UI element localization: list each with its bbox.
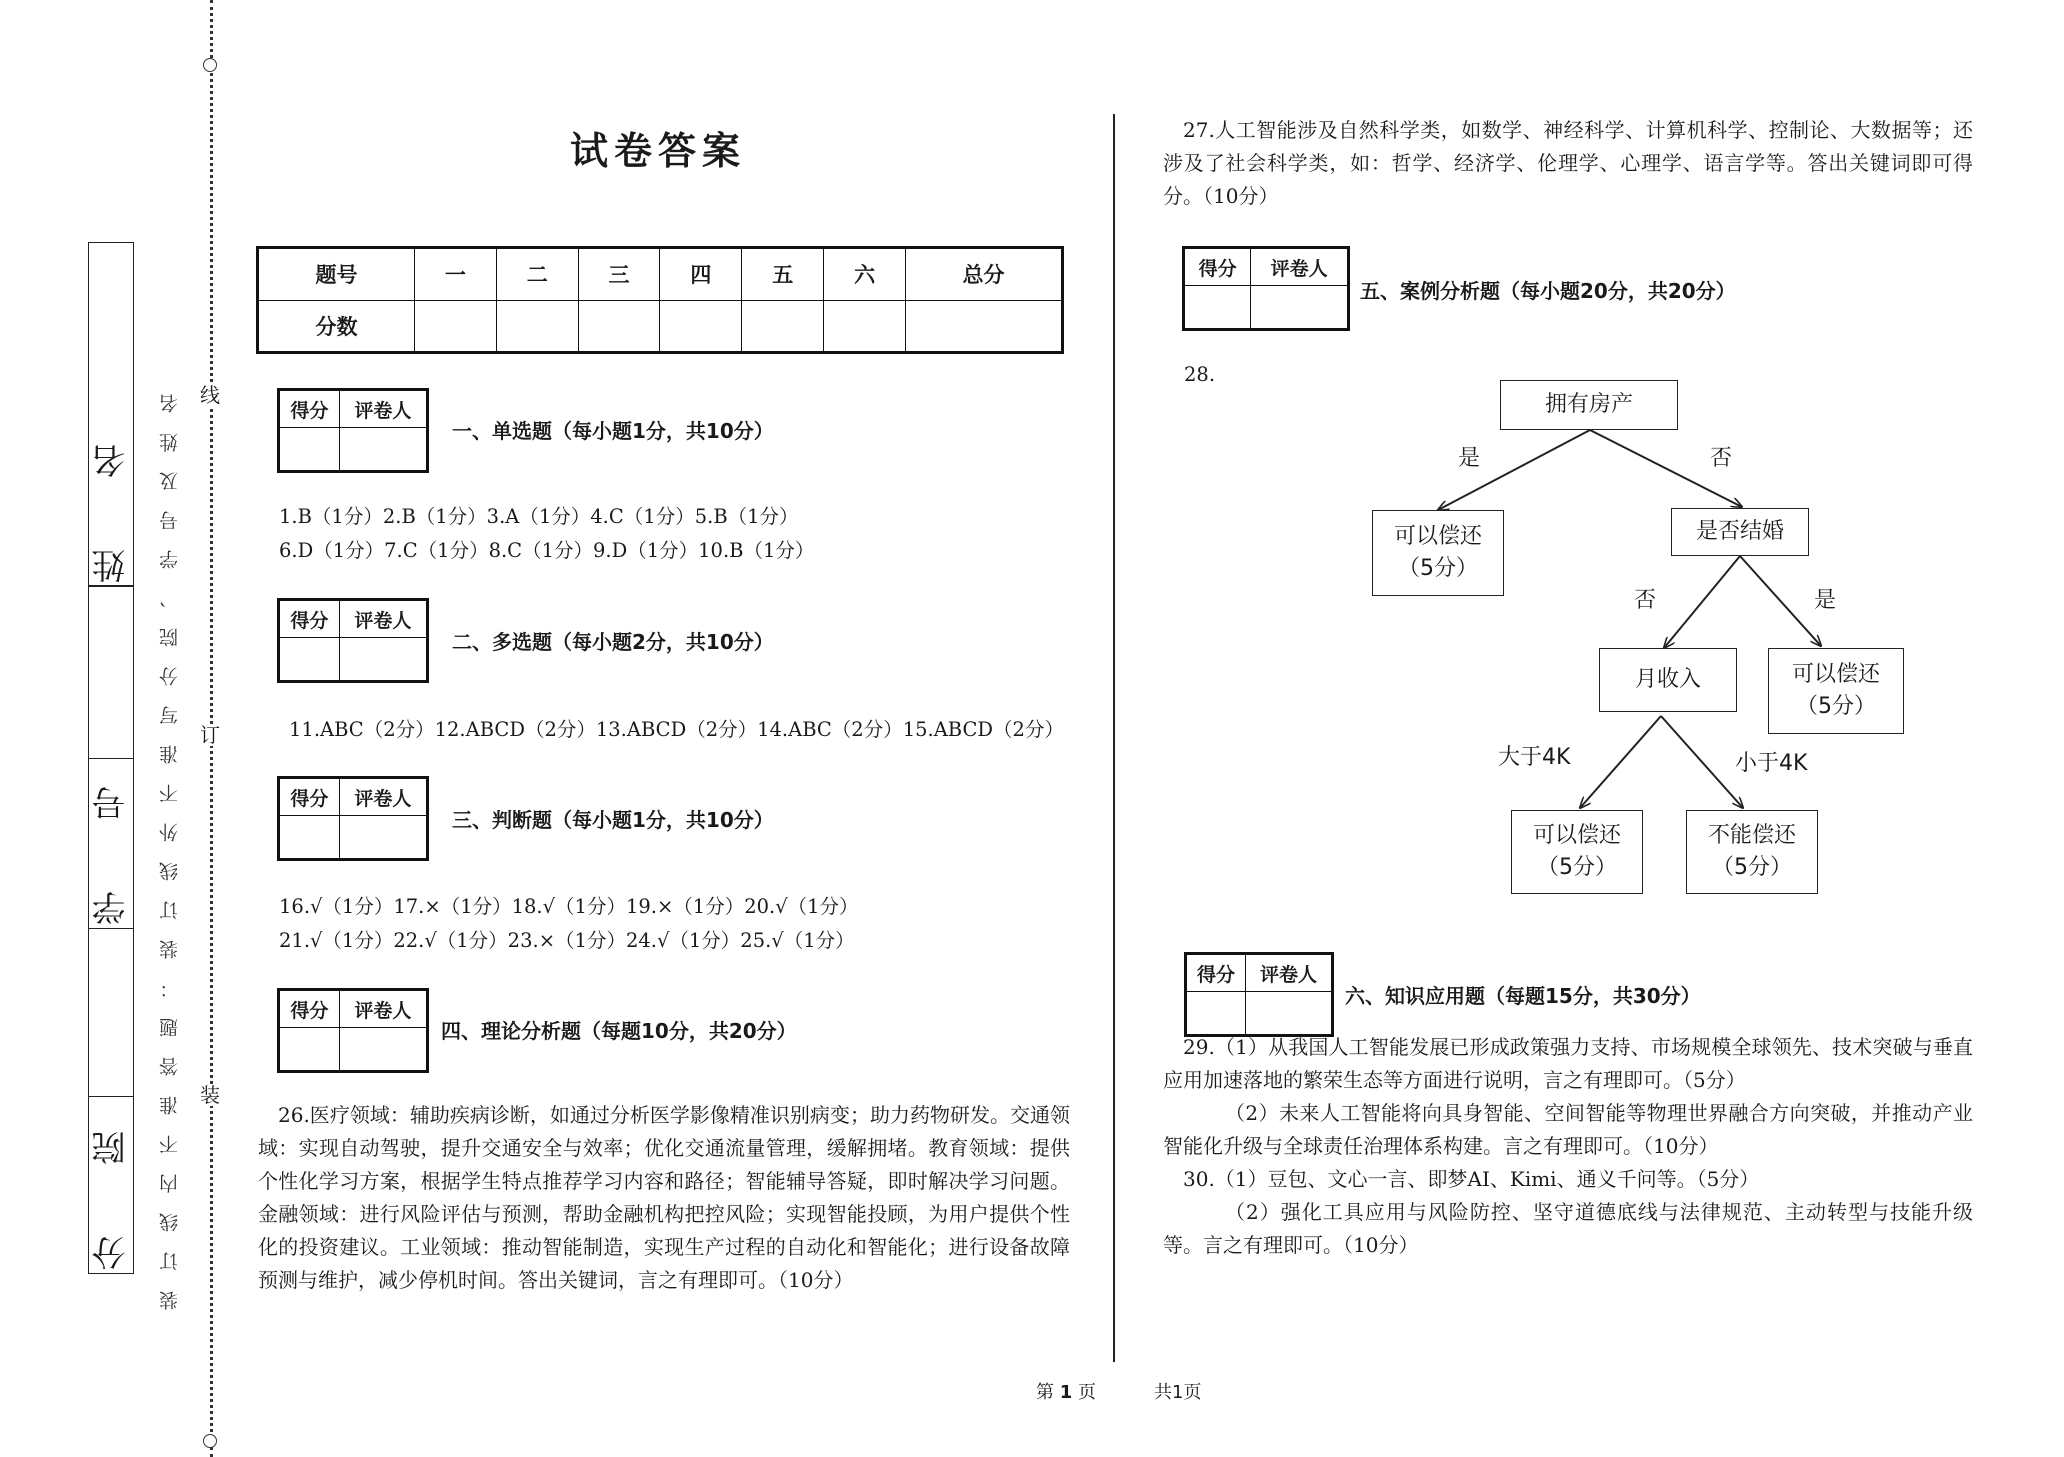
- question-27-answer: 27.人工智能涉及自然科学类，如数学、神经科学、计算机科学、控制论、大数据等；还涉及了社会科学类，如：哲学、经济学、伦理学、心理学、语言学等。答出关键词即可得分。（10分）: [1163, 118, 1973, 208]
- grader-score-cell[interactable]: [1186, 992, 1246, 1036]
- tree-node-points: （5分）: [1398, 556, 1478, 581]
- seal-ding: 订: [200, 723, 220, 747]
- section-4-heading: 四、理论分析题（每题10分，共20分）: [441, 1019, 797, 1043]
- section-3-answer-line: 16.√（1分）17.×（1分）18.√（1分）19.×（1分）20.√（1分）: [279, 895, 859, 918]
- section-2-answer-line: 11.ABC（2分）12.ABCD（2分）13.ABCD（2分）14.ABC（2分）15.ABCD（2分）: [289, 718, 1064, 741]
- section-6-heading: 六、知识应用题（每题15分，共30分）: [1345, 984, 1701, 1008]
- question-30-part-2: （2）强化工具应用与风险防控、坚守道德底线与法律规范、主动转型与技能升级等。言之有理即可。（10分）: [1163, 1200, 1973, 1257]
- tree-edge-label-no: 否: [1710, 446, 1733, 471]
- section-5-heading: 五、案例分析题（每小题20分，共20分）: [1360, 279, 1736, 303]
- score-header-cell: 总分: [906, 248, 1063, 301]
- page-number-value: 1: [1059, 1382, 1073, 1403]
- grader-name-label: 评卷人: [1245, 954, 1332, 992]
- question-29-part-1: 29.（1）从我国人工智能发展已形成政策强力支持、市场规模全球领先、技术突破与垂直应用加速落地的繁荣生态等方面进行说明，言之有理即可。（5分）: [1163, 1035, 1973, 1092]
- grader-score-label: 得分: [279, 778, 340, 816]
- grader-score-label: 得分: [279, 390, 340, 428]
- grader-score-label: 得分: [279, 600, 340, 638]
- score-header-cell: 二: [496, 248, 578, 301]
- grader-name-label: 评卷人: [339, 778, 427, 816]
- page-total: 共1页: [1154, 1382, 1202, 1403]
- tree-edge-label-yes: 是: [1814, 588, 1837, 613]
- tree-node-income-label: 月收入: [1634, 667, 1701, 692]
- tree-node-points: （5分）: [1712, 855, 1792, 880]
- tree-node-leaf-can-repay: [1372, 510, 1504, 596]
- student-name-label: 姓 名: [91, 413, 132, 583]
- seal-xian: 线: [200, 383, 220, 407]
- tree-node-points: （5分）: [1796, 694, 1876, 719]
- section-1-answer-line: 6.D（1分）7.C（1分）8.C（1分）9.D（1分）10.B（1分）: [279, 539, 815, 562]
- section-2-heading: 二、多选题（每小题2分，共10分）: [452, 630, 774, 654]
- tree-node-label: 不能偿还: [1707, 823, 1796, 848]
- grader-box: [1184, 952, 1334, 1037]
- tree-node-married: [1671, 508, 1809, 556]
- tree-node-income: [1599, 648, 1737, 712]
- tree-node-married-label: 是否结婚: [1695, 519, 1784, 544]
- score-header-cell: 四: [660, 248, 742, 301]
- tree-node-label: 可以偿还: [1393, 524, 1482, 549]
- page-number-prefix: 第: [1036, 1382, 1054, 1403]
- question-30-part-1: 30.（1）豆包、文心一言、即梦AI、Kimi、通义千问等。（5分）: [1183, 1167, 1760, 1191]
- page-number: [1036, 1378, 1096, 1404]
- tree-node-leaf-can-repay: [1511, 810, 1643, 894]
- score-header-cell: 题号: [258, 248, 415, 301]
- tree-node-root-label: 拥有房产: [1544, 392, 1633, 417]
- grader-score-label: 得分: [279, 990, 340, 1028]
- grader-score-label: 得分: [1184, 248, 1251, 286]
- tree-node-label: 可以偿还: [1532, 823, 1621, 848]
- binding-note: 装订线内不准答题：装订线外不准写分院、学号及姓名: [159, 374, 181, 1310]
- tree-edge-label-gt4k: 大于4K: [1498, 745, 1571, 770]
- section-3-heading: 三、判断题（每小题1分，共10分）: [452, 808, 774, 832]
- section-1-heading: 一、单选题（每小题1分，共10分）: [452, 419, 774, 443]
- grader-name-cell[interactable]: [1245, 992, 1332, 1036]
- grader-name-label: 评卷人: [339, 600, 427, 638]
- tree-node-points: （5分）: [1537, 855, 1617, 880]
- score-header-cell: 五: [742, 248, 824, 301]
- score-row-label: 分数: [258, 300, 415, 353]
- score-header-cell: 六: [824, 248, 906, 301]
- score-header-cell: 一: [414, 248, 496, 301]
- tree-node-leaf-can-repay: [1768, 648, 1904, 734]
- section-3-answer-line: 21.√（1分）22.√（1分）23.×（1分）24.√（1分）25.√（1分）: [279, 929, 855, 952]
- tree-node-label: 可以偿还: [1791, 662, 1880, 687]
- section-1-answer-line: 1.B（1分）2.B（1分）3.A（1分）4.C（1分）5.B（1分）: [279, 505, 799, 528]
- grader-score-label: 得分: [1186, 954, 1246, 992]
- tree-edge-label-no: 否: [1634, 588, 1657, 613]
- student-id-label: 学 号: [91, 755, 132, 925]
- score-header-cell: 三: [578, 248, 660, 301]
- tree-node-root: [1500, 380, 1678, 430]
- grader-name-label: 评卷人: [339, 390, 427, 428]
- college-label: 分 院: [91, 1100, 132, 1270]
- question-26-answer: 26.医疗领域：辅助疾病诊断，如通过分析医学影像精准识别病变；助力药物研发。交通领域：实现自动驾驶，提升交通安全与效率；优化交通流量管理，缓解拥堵。教育领域：提供个性化学习方案，根据学生特点推荐学习内容和路径；智能辅导答疑，即时解决学习问题。金融领域：进行风险评估与预测，帮助金融机构把控风险；实现智能投顾，为用户提供个性化的投资建议。工业领域：推动智能制造，实现生产过程的自动化和智能化；进行设备故障预测与维护，减少停机时间。答出关键词，言之有理即可。（10分）: [258, 1103, 1070, 1292]
- seal-zhuang: 装: [200, 1083, 220, 1107]
- tree-edge-label-lt4k: 小于4K: [1735, 751, 1808, 776]
- question-29-part-2: （2）未来人工智能将向具身智能、空间智能等物理世界融合方向突破，并推动产业智能化升级与全球责任治理体系构建。言之有理即可。（10分）: [1163, 1101, 1973, 1158]
- grader-name-label: 评卷人: [1251, 248, 1349, 286]
- page-title: 试卷答案: [570, 128, 747, 173]
- tree-edge-label-yes: 是: [1458, 446, 1481, 471]
- question-28-number: 28.: [1184, 363, 1216, 386]
- page-number-suffix: 页: [1078, 1382, 1096, 1403]
- tree-node-leaf-cannot-repay: [1686, 810, 1818, 894]
- grader-name-label: 评卷人: [339, 990, 427, 1028]
